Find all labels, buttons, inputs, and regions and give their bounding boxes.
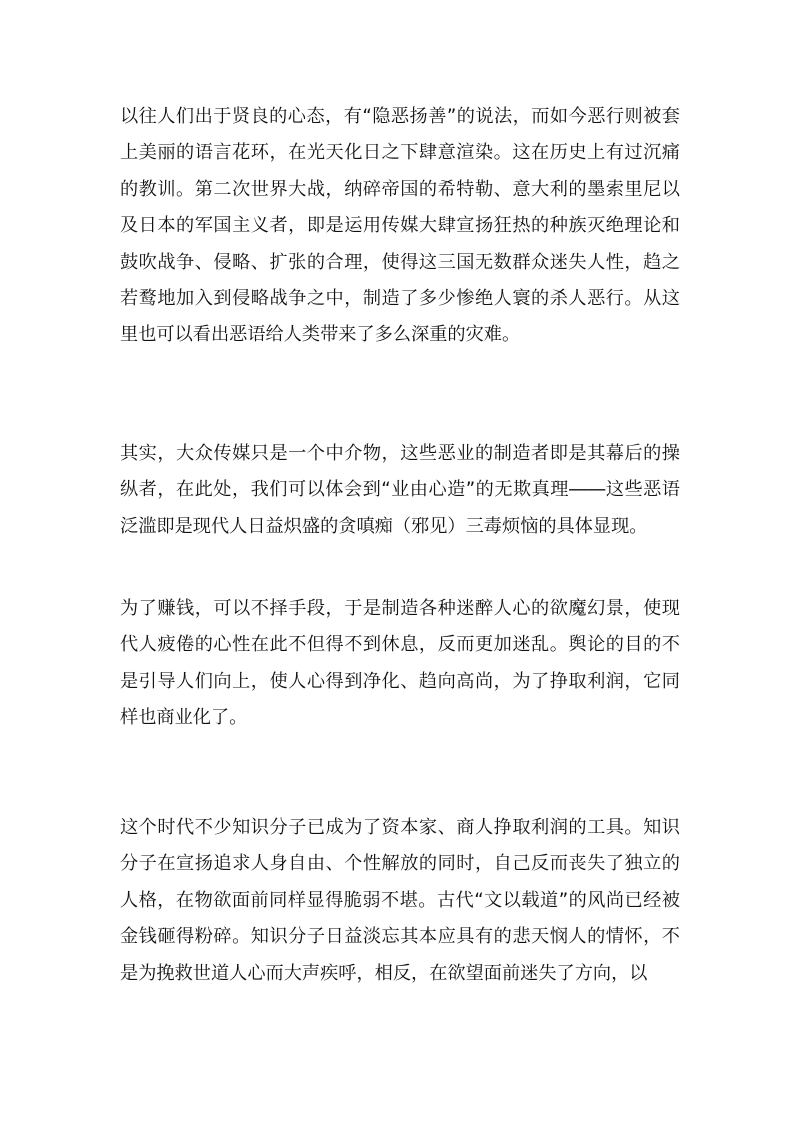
paragraph-3: 为了赚钱，可以不择手段，于是制造各种迷醉人心的欲魔幻景，使现代人疲倦的心性在此不但得不到休息，反而更加迷乱。舆论的目的不是引导人们向上，使人心得到净化、趋向高尚，为了挣取利润，它同样也商业化了。 (120, 598, 680, 729)
paragraph-1: 以往人们出于贤良的心态，有“隐恶扬善”的说法，而如今恶行则被套上美丽的语言花环，在光天化日之下肆意渲染。这在历史上有过沉痛的教训。第二次世界大战，纳碎帝国的希特勒、意大利的墨索里尼以及日本的军国主义者，即是运用传媒大肆宣扬狂热的种族灭绝理论和鼓吹战争、侵略、扩张的合理，使得这三国无数群众迷失人性，趋之若鹜地加入到侵略战争之中，制造了多少惨绝人寰的杀人恶行。从这里也可以看出恶语给人类带来了多么深重的灾难。 (120, 106, 680, 346)
paragraph-2: 其实，大众传媒只是一个中介物，这些恶业的制造者即是其幕后的操纵者，在此处，我们可以体会到“业由心造”的无欺真理――这些恶语泛滥即是现代人日益炽盛的贪嗔痴（邪见）三毒烦恼的具体显现。 (120, 443, 680, 537)
paragraph-4: 这个时代不少知识分子已成为了资本家、商人挣取利润的工具。知识分子在宣扬追求人身自由、个性解放的同时，自己反而丧失了独立的人格，在物欲面前同样显得脆弱不堪。古代“文以载道”的风尚已经被金钱砸得粉碎。知识分子日益淡忘其本应具有的悲天悯人的情怀，不是为挽救世道人心而大声疾呼，相反，在欲望面前迷失了方向，以 (120, 817, 680, 984)
